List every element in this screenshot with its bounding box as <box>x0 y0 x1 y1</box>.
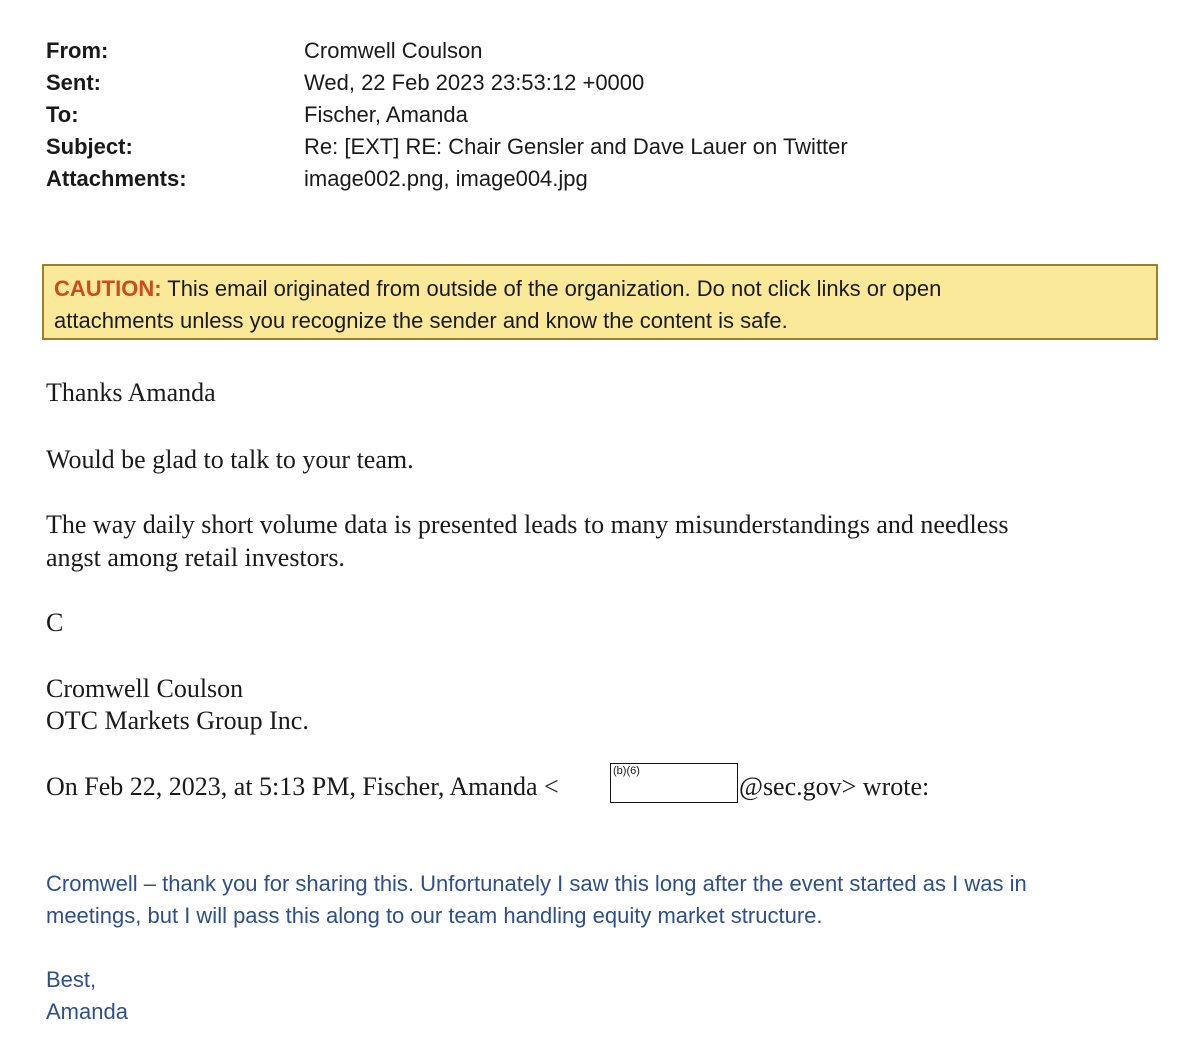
caution-label: CAUTION: <box>54 276 162 301</box>
quote-intro-prefix: On Feb 22, 2023, at 5:13 PM, Fischer, Amanda < <box>46 772 559 801</box>
sent-value: Wed, 22 Feb 2023 23:53:12 +0000 <box>304 70 645 95</box>
redaction-code: (b)(6) <box>613 765 640 777</box>
caution-text-2: attachments unless you recognize the sender and know the content is safe. <box>54 308 788 333</box>
external-caution-banner <box>42 264 1158 340</box>
from-label: From: <box>46 38 109 63</box>
subject-label: Subject: <box>46 134 133 159</box>
signature-name: Cromwell Coulson <box>46 674 244 703</box>
to-label: To: <box>46 102 79 127</box>
reply-closing: Best, <box>46 967 97 992</box>
reply-line-1: Cromwell – thank you for sharing this. Unfortunately I saw this long after the event started as I was in <box>46 871 1027 896</box>
quote-intro-suffix: @sec.gov> wrote: <box>739 772 930 801</box>
redaction-box <box>610 763 738 803</box>
subject-value: Re: [EXT] RE: Chair Gensler and Dave Lauer on Twitter <box>304 134 848 159</box>
reply-line-2: meetings, but I will pass this along to our team handling equity market structure. <box>46 903 823 928</box>
signature-company: OTC Markets Group Inc. <box>46 706 309 735</box>
from-value: Cromwell Coulson <box>304 38 483 63</box>
sent-label: Sent: <box>46 70 101 95</box>
body-line-team: Would be glad to talk to your team. <box>46 445 414 474</box>
reply-name: Amanda <box>46 999 128 1024</box>
attachments-value: image002.png, image004.jpg <box>304 166 588 191</box>
caution-line-1 <box>54 273 1146 305</box>
caution-text-1: This email originated from outside of the organization. Do not click links or open <box>161 276 942 301</box>
body-paragraph-line-2: angst among retail investors. <box>46 543 345 572</box>
body-paragraph-line-1: The way daily short volume data is presented leads to many misunderstandings and needless <box>46 510 1009 539</box>
body-greeting: Thanks Amanda <box>46 378 216 407</box>
to-value: Fischer, Amanda <box>304 102 468 127</box>
body-initial: C <box>46 608 64 637</box>
attachments-label: Attachments: <box>46 166 187 191</box>
